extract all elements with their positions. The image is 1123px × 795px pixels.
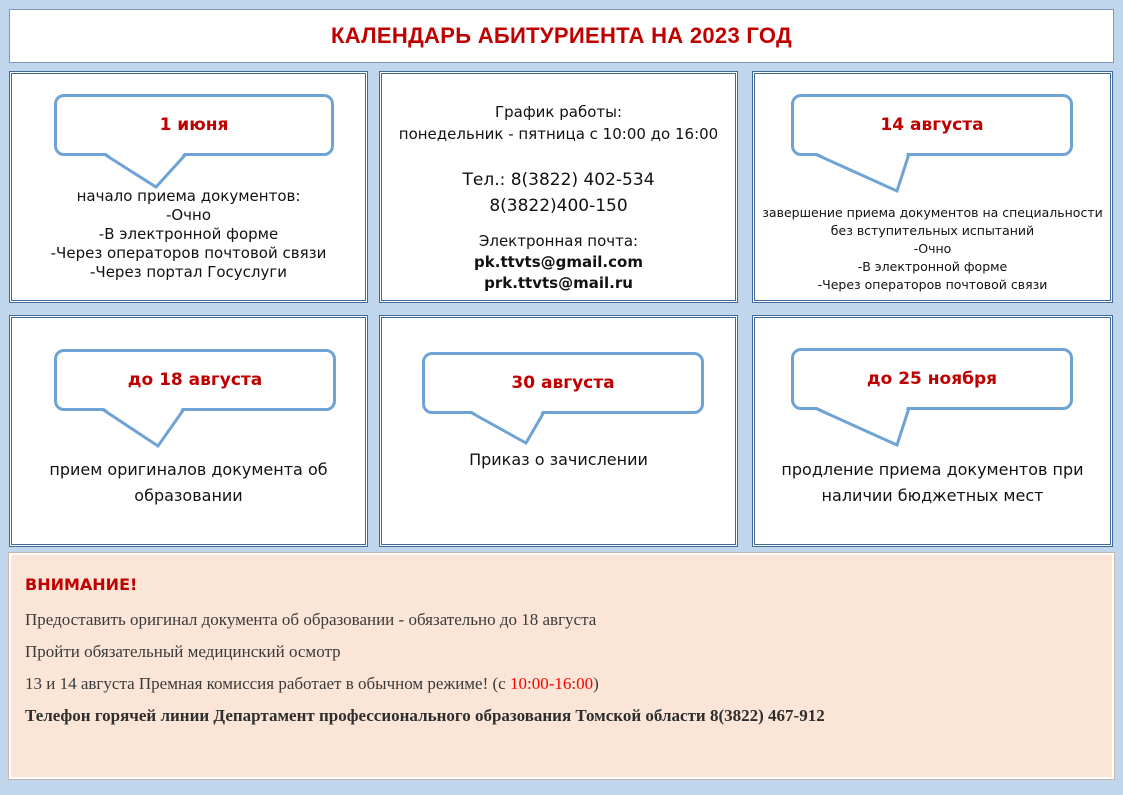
date-bubble-june-1 xyxy=(54,94,334,156)
work-schedule-label: График работы: xyxy=(494,103,623,121)
phone-2: 8(3822)400-150 xyxy=(489,196,628,216)
text-line: Приказ о зачислении xyxy=(469,450,648,469)
text-line: без вступительных испытаний xyxy=(830,223,1035,238)
date-label: 1 июня xyxy=(159,115,229,135)
email-label: Электронная почта: xyxy=(478,232,639,250)
date-bubble-aug-14 xyxy=(791,94,1073,156)
card-aug-14 xyxy=(752,71,1113,303)
text-line: -Очно xyxy=(913,241,952,256)
page-title: КАЛЕНДАРЬ АБИТУРИЕНТА НА 2023 ГОД xyxy=(331,23,792,48)
notice-line-original-document: Предоставить оригинал документа об образовании - обязательно до 18 августа xyxy=(25,610,597,629)
card-june-1 xyxy=(9,71,368,303)
card-aug-30 xyxy=(379,315,738,547)
card-text xyxy=(755,457,1110,509)
text-line: -В электронной форме xyxy=(857,259,1008,274)
text-line: образовании xyxy=(134,486,243,505)
text-line: наличии бюджетных мест xyxy=(821,486,1044,505)
bubble-tail-icon xyxy=(813,150,913,196)
card-aug-18 xyxy=(9,315,368,547)
card-text xyxy=(755,204,1110,294)
text-line: -Через портал Госуслуги xyxy=(90,263,287,281)
text-line: завершение приема документов на специальности xyxy=(762,205,1103,220)
notice-line-working-hours xyxy=(25,674,599,694)
text-line: прием оригиналов документа об xyxy=(49,460,328,479)
card-text xyxy=(12,187,365,282)
notice-panel xyxy=(9,553,1114,779)
working-time: 10:00-16:00 xyxy=(509,674,594,693)
phone-1: Тел.: 8(3822) 402-534 xyxy=(462,170,655,190)
text-segment: 13 и 14 августа Премная комиссия работает в обычном режиме! (с xyxy=(25,674,510,693)
card-text xyxy=(12,457,365,509)
bubble-tail-icon xyxy=(813,404,913,450)
notice-heading: ВНИМАНИЕ! xyxy=(25,575,138,594)
email-1[interactable]: pk.ttvts@gmail.com xyxy=(474,253,643,271)
bubble-tail-icon xyxy=(100,405,190,451)
email-2[interactable]: prk.ttvts@mail.ru xyxy=(484,274,633,292)
text-segment: ) xyxy=(593,674,599,693)
date-label: 30 августа xyxy=(511,373,615,393)
text-line: -Через операторов почтовой связи xyxy=(817,277,1048,292)
bubble-tail-icon xyxy=(102,150,192,192)
card-nov-25 xyxy=(752,315,1113,547)
text-line: -Через операторов почтовой связи xyxy=(50,244,327,262)
card-text xyxy=(382,449,735,471)
date-bubble-aug-30 xyxy=(422,352,704,414)
date-bubble-aug-18 xyxy=(54,349,336,411)
work-hours: понедельник - пятница с 10:00 до 16:00 xyxy=(398,125,719,143)
text-line: -Очно xyxy=(165,206,212,224)
text-line: -В электронной форме xyxy=(98,225,279,243)
date-label: до 18 августа xyxy=(127,370,263,390)
title-bar xyxy=(9,9,1114,63)
date-label: 14 августа xyxy=(880,115,984,135)
bubble-tail-icon xyxy=(468,408,548,448)
card-contacts xyxy=(379,71,738,303)
text-line: продление приема документов при xyxy=(781,460,1084,479)
text-line: начало приема документов: xyxy=(76,187,301,205)
notice-hotline: Телефон горячей линии Департамент профессионального образования Томской области 8(3822) 467-912 xyxy=(25,706,825,725)
date-label: до 25 ноября xyxy=(866,369,998,389)
date-bubble-nov-25 xyxy=(791,348,1073,410)
notice-line-medical-exam: Пройти обязательный медицинский осмотр xyxy=(25,642,341,661)
